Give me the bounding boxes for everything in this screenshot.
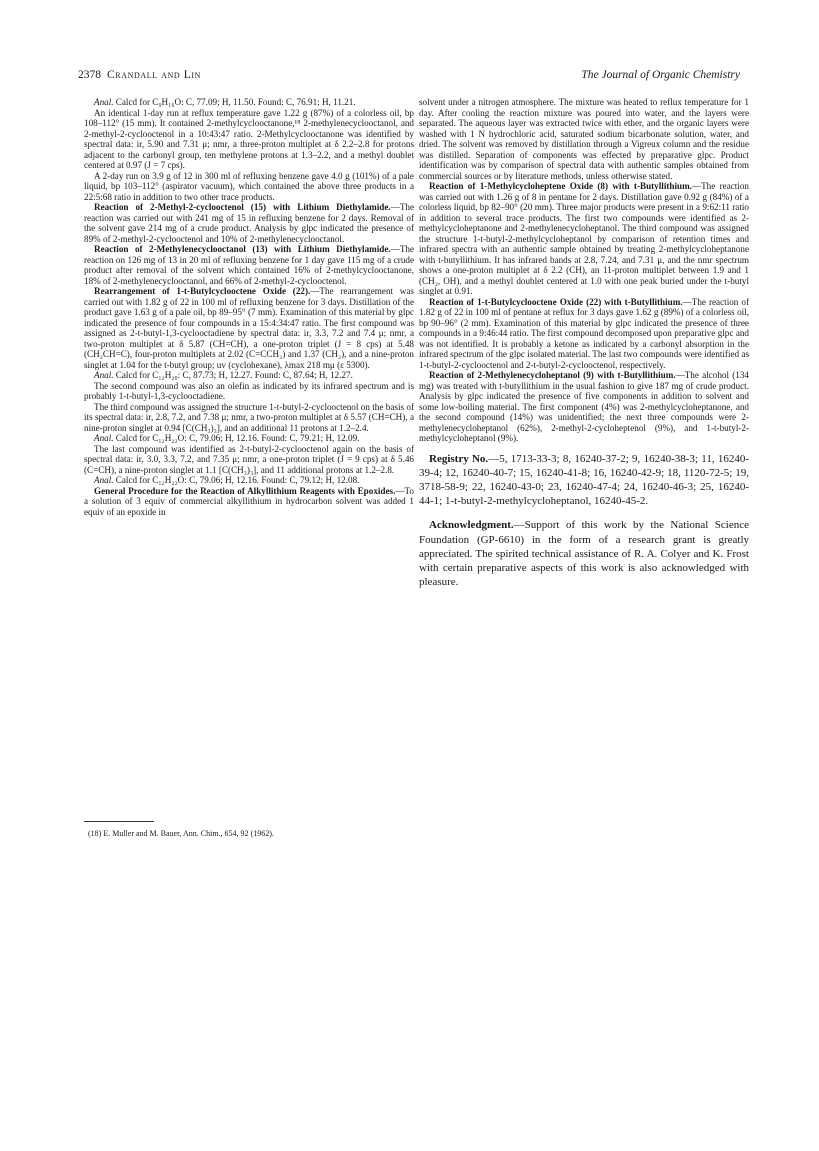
section-heading: Reaction of 1-Methylcycloheptene Oxide (8) with t-Butyllithium. bbox=[429, 181, 692, 191]
acknowledgment: Acknowledgment.—Support of this work by the National Science Foundation (GP-6610) in the form of a research grant is greatly appreciated. The spirited technical assistance of R. A. Colyer and K. Frost with certain preparative aspects of this work is also acknowledged with pleasure. bbox=[419, 519, 749, 589]
footnote-rule bbox=[84, 821, 154, 822]
paragraph: Anal. Calcd for C₁₂H₂₂O: C, 79.06; H, 12.16. Found: C, 79.21; H, 12.09. bbox=[94, 433, 360, 443]
section-heading: Reaction of 2-Methyl-2-cyclooctenol (15) with Lithium Diethylamide. bbox=[94, 202, 391, 212]
paragraph: Anal. Calcd for C₁₂H₂₀: C, 87.73; H, 12.27. Found: C, 87.64; H, 12.27. bbox=[94, 370, 353, 380]
paragraph: The second compound was also an olefin as indicated by its infrared spectrum and is probably 1-t-butyl-1,3-cyclooctadiene. bbox=[84, 380, 414, 401]
journal-title: The Journal of Organic Chemistry bbox=[581, 69, 740, 81]
section-heading: Reaction of 2-Methylenecyclooctanol (13) with Lithium Diethylamide. bbox=[94, 244, 391, 254]
section-paragraph: General Procedure for the Reaction of Alkyllithium Reagents with Epoxides.—To a solution of 3 equiv of commercial alkyllithium in hydrocarbon solvent was added 1 equiv of an epoxide in bbox=[84, 485, 414, 517]
registry-heading: Registry No. bbox=[429, 452, 489, 465]
paragraph: Anal. Calcd for C₉H₁₆O: C, 77.09; H, 11.50. Found: C, 76.91; H, 11.21. bbox=[94, 97, 356, 107]
paragraph: A 2-day run on 3.9 g of 12 in 300 ml of refluxing benzene gave 4.0 g (101%) of a pale liquid, bp 103–112° (aspirator vacuum), which contained the above three products in a 22:5:68 ratio in addition to two other trace products. bbox=[84, 170, 414, 202]
paragraph: The third compound was assigned the structure 1-t-butyl-2-cyclooctenol on the basis of its spectral data: ir, 2.8, 7.2, and 7.38 μ; nmr, a two-proton multiplet at δ 5.57 (CH=CH), a nine-proton singlet at 0.94 [C(CH₃)₃], and an additional 11 protons at 1.2–2.4. bbox=[84, 401, 414, 433]
section-heading: Reaction of 2-Methylenecycloheptanol (9) with t-Butyllithium. bbox=[429, 370, 676, 380]
paragraph: An identical 1-day run at reflux temperature gave 1.22 g (87%) of a colorless oil, bp 108–112° (15 mm). It contained 2-methylcyclooctanone,¹⁸ 2-methylenecyclooctanol, and 2-methyl-2-cyclooctenol in a 10:43:47 ratio. 2-Methylcyclooctanone was identified by spectral data: ir, 5.90 and 7.31 μ; nmr, a three-proton multiplet at δ 2.2–2.8 for protons adjacent to the carbonyl group, ten methylene protons at 1.3–2.2, and a methyl doublet centered at 0.97 (J = 7 cps). bbox=[84, 107, 414, 170]
registry-numbers: Registry No.—5, 1713-33-3; 8, 16240-37-2; 9, 16240-38-3; 11, 16240-39-4; 12, 16240-40-7; 15, 16240-41-8; 16, 16240-42-9; 18, 1120-72-5; 19, 3718-58-9; 22, 16240-43-0; 23, 16240-47-4; 24, 16240-46-3; 25, 16240-44-1; 1-t-butyl-2-methylcycloheptanol, 16240-45-2. bbox=[419, 452, 750, 508]
section-heading: Reaction of 1-t-Butylcyclooctene Oxide (22) with t-Butyllithium. bbox=[429, 296, 683, 307]
left-column bbox=[84, 97, 414, 517]
paragraph: The last compound was identified as 2-t-butyl-2-cyclooctenol again on the basis of spectral data: ir, 3.0, 3.3, 7.2, and 7.35 μ; nmr, a one-proton triplet (J = 9 cps) at δ 5.46 (C=CH), a nine-proton singlet at 1.1 [C(CH₃)₃], and 11 additional protons at 1.2–2.8. bbox=[84, 443, 414, 475]
right-column bbox=[419, 97, 749, 589]
section-paragraph: Reaction of 1-t-Butylcyclooctene Oxide (22) with t-Butyllithium.—The reaction of 1.82 g of 22 in 100 ml of pentane at reflux for 3 days gave 1.62 g (89%) of a colorless oil, bp 90–96° (2 mm). Examination of this material by glpc indicated the presence of three compounds in a 9:46:44 ratio. The first compound decomposed upon preparative glpc and was not identified. It is probably a ketone as indicated by a carbonyl absorption in the infrared spectrum of the glpc isolated material. The last two compounds were identified as 1-t-butyl-2-cyclooctenol and 2-t-butyl-2-cyclooctenol, respectively. bbox=[419, 296, 749, 370]
running-header bbox=[78, 69, 740, 83]
paragraph: Anal. Calcd for C₁₂H₂₂O: C, 79.06; H, 12.16. Found: C, 79.12; H, 12.08. bbox=[94, 475, 360, 485]
section-paragraph: Rearrangement of 1-t-Butylcyclooctene Oxide (22).—The rearrangement was carried out with 1.82 g of 22 in 100 ml of refluxing benzene for 3 days. Distillation of the product gave 1.63 g of a pale oil, bp 89–95° (7 mm). Examination of this material by glpc indicated the presence of four compounds in a 15:4:34:47 ratio. The first compound was assigned as 2-t-butyl-1,3-cyclooctadiene by spectral data: ir, 3.3, 7.2 and 7.4 μ; nmr, a two-proton multiplet at δ 5.87 (CH=CH), a one-proton triplet (J = 8 cps) at 5.48 (CH₂CH=C), four-proton multiplets at 2.02 (C=CCH₂) and 1.37 (CH₂), and a nine-proton singlet at 1.04 for the t-butyl group; uv (cyclohexane), λmax 218 mμ (ε 5300). bbox=[84, 286, 414, 370]
section-paragraph: Reaction of 2-Methyl-2-cyclooctenol (15) with Lithium Diethylamide.—The reaction was carried out with 241 mg of 15 in refluxing benzene for 2 days. Removal of the solvent gave 214 mg of a crude product. Analysis by glpc indicated the presence of 89% of 2-methyl-2-cyclooctenol and 10% of 2-methylenecyclooctanol. bbox=[84, 202, 414, 244]
section-paragraph: Reaction of 1-Methylcycloheptene Oxide (8) with t-Butyllithium.—The reaction was carried out with 1.26 g of 8 in pentane for 2 days. Distillation gave 0.92 g (84%) of a colorless liquid, bp 82–90° (20 mm). Three major products were present in a 9:62:11 ratio in addition to several trace products. The first two compounds were identified as 2-methylcycloheptanone and 2-methylenecycloheptanol. The third compound was assigned the structure 1-t-butyl-2-methylcycloheptanol by comparison of retention times and infrared spectra with an authentic sample obtained by treating 2-methylcycloheptanone with t-butyllithium. It has infrared bands at 2.8, 7.24, and 7.31 μ, and the nmr spectrum shows a one-proton multiplet at δ 2.2 (CH), an 11-proton multiplet between 1.9 and 1 (CH₂, OH), and a methyl doublet centered at 1.0 with one peak buried under the t-butyl singlet at 0.91. bbox=[419, 181, 749, 296]
footnote: (18) E. Muller and M. Bauer, Ann. Chim., 654, 92 (1962). bbox=[88, 829, 274, 838]
running-authors: Crandall and Lin bbox=[107, 69, 202, 81]
section-paragraph: Reaction of 2-Methylenecycloheptanol (9) with t-Butyllithium.—The alcohol (134 mg) was treated with t-butyllithium in the usual fashion to give 187 mg of crude product. Analysis by glpc indicated the presence of five components in addition to solvent and some low-boiling material. The first component (4%) was 2-methylcycloheptanone, and the second compound (14%) was unidentified; the next three compounds were 2-methylenecycloheptanol (62%), 2-methyl-2-cycloheptenol (9%), and 1-t-butyl-2-methylcycloheptanol (9%). bbox=[419, 370, 749, 443]
paragraph: solvent under a nitrogen atmosphere. The mixture was heated to reflux temperature for 1 day. After cooling the reaction mixture was poured into water, and the layers were separated. The aqueous layer was extracted twice with ether, and the organic layers were washed with 1 N hydrochloric acid, saturated sodium bicarbonate solution, water, and dried. The solvent was removed by distillation through a Vigreux column and the residue was distilled. Separation of components was effected by preparative glpc. Product identification was by comparison of spectral data with authentic samples obtained from commercial sources or by literature methods, unless otherwise stated. bbox=[419, 97, 749, 181]
section-heading: General Procedure for the Reaction of Alkyllithium Reagents with Epoxides. bbox=[94, 485, 396, 496]
acknowledgment-heading: Acknowledgment. bbox=[429, 519, 514, 532]
section-paragraph: Reaction of 2-Methylenecyclooctanol (13) with Lithium Diethylamide.—The reaction on 126 mg of 13 in 20 ml of refluxing benzene for 1 day gave 115 mg of a crude product after removal of the solvent which contained 16% of 2-methylcyclooctanone, 18% of 2-methylenecyclooctanol, and 66% of 2-methyl-2-cyclooctenol. bbox=[84, 244, 414, 286]
page-number: 2378 bbox=[78, 69, 101, 81]
section-heading: Rearrangement of 1-t-Butylcyclooctene Oxide (22). bbox=[94, 286, 311, 296]
